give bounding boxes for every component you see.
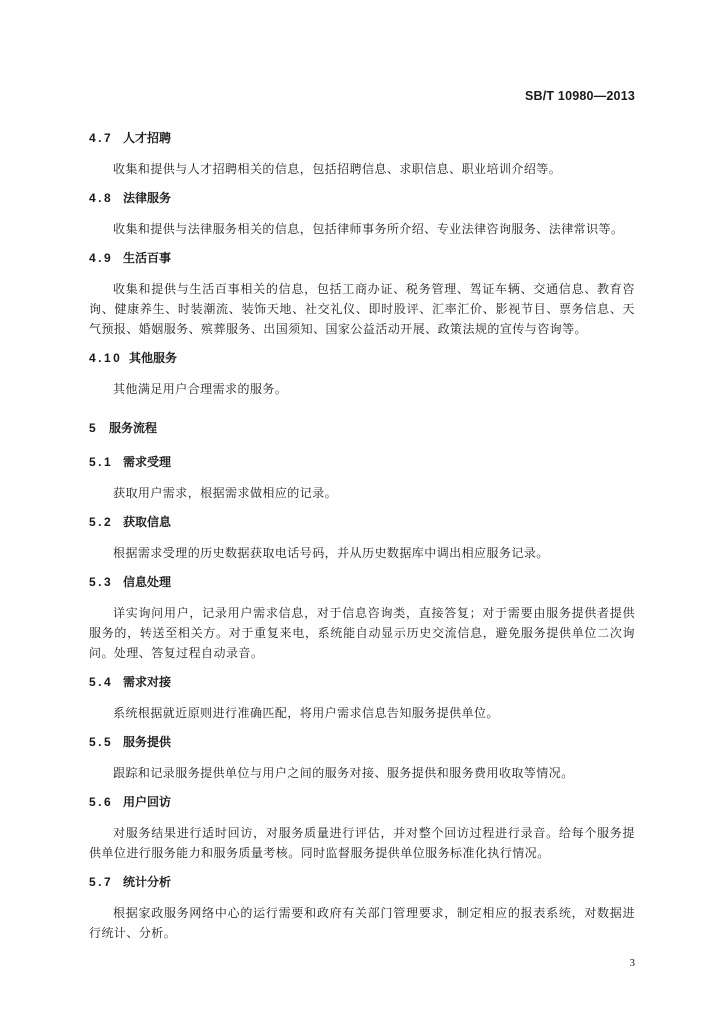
- section-number: 4.10: [89, 351, 123, 365]
- section-number: 4.9: [89, 251, 114, 265]
- section-title: 统计分析: [123, 875, 172, 889]
- paragraph-5-3: 详实询问用户，记录用户需求信息，对于信息咨询类，直接答复；对于需要由服务提供者提供服务的，转送至相关方。对于重复来电，系统能自动显示历史交流信息，避免服务提供单位二次询问。处理、答复过程自动录音。: [89, 606, 635, 660]
- section-title: 服务提供: [123, 735, 172, 749]
- section-title: 服务流程: [109, 421, 158, 435]
- standard-code: SB/T 10980—2013: [524, 89, 635, 103]
- section-number: 5.5: [89, 735, 114, 749]
- heading-5-7: [89, 872, 635, 892]
- heading-5-2: [89, 512, 635, 532]
- section-number: 4.8: [89, 191, 114, 205]
- section-number: 5.7: [89, 875, 114, 889]
- paragraph-4-8: 收集和提供与法律服务相关的信息，包括律师事务所介绍、专业法律咨询服务、法律常识等。: [113, 222, 624, 236]
- heading-4-7: [89, 128, 635, 148]
- heading-4-10: [89, 348, 635, 368]
- paragraph-5-5: 跟踪和记录服务提供单位与用户之间的服务对接、服务提供和服务费用收取等情况。: [113, 766, 574, 780]
- paragraph-4-10: 其他满足用户合理需求的服务。: [113, 382, 288, 396]
- heading-5-4: [89, 672, 635, 692]
- paragraph-5-2: 根据需求受理的历史数据获取电话号码，并从历史数据库中调出相应服务记录。: [113, 546, 549, 560]
- heading-5-5: [89, 732, 635, 752]
- paragraph-4-7: 收集和提供与人才招聘相关的信息，包括招聘信息、求职信息、职业培训介绍等。: [113, 162, 562, 176]
- section-number: 5.2: [89, 515, 114, 529]
- paragraph-5-7: 根据家政服务网络中心的运行需要和政府有关部门管理要求，制定相应的报表系统，对数据进行统计、分析。: [89, 906, 635, 940]
- heading-5: [89, 418, 635, 438]
- heading-5-3: [89, 572, 635, 592]
- paragraph-5-1: 获取用户需求，根据需求做相应的记录。: [113, 486, 338, 500]
- section-number: 5.3: [89, 575, 114, 589]
- section-title: 用户回访: [123, 795, 172, 809]
- heading-4-9: [89, 248, 635, 268]
- page-number: 3: [629, 957, 635, 969]
- section-title: 生活百事: [123, 251, 172, 265]
- section-title: 其他服务: [129, 351, 178, 365]
- section-number: 4.7: [89, 131, 114, 145]
- document-body: [89, 128, 635, 943]
- section-title: 法律服务: [123, 191, 172, 205]
- section-number: 5.1: [89, 455, 114, 469]
- paragraph-4-9: 收集和提供与生活百事相关的信息，包括工商办证、税务管理、驾证车辆、交通信息、教育咨询、健康养生、时装潮流、装饰天地、社交礼仪、即时股评、汇率汇价、影视节目、票务信息、天气预报、婚姻服务、殡葬服务、出国须知、国家公益活动开展、政策法规的宣传与咨询等。: [89, 282, 635, 336]
- section-title: 获取信息: [123, 515, 172, 529]
- paragraph-5-4: 系统根据就近原则进行准确匹配，将用户需求信息告知服务提供单位。: [113, 706, 499, 720]
- section-title: 需求对接: [123, 675, 172, 689]
- heading-5-1: [89, 452, 635, 472]
- section-number: 5: [89, 421, 99, 435]
- section-title: 人才招聘: [123, 131, 172, 145]
- heading-5-6: [89, 792, 635, 812]
- section-number: 5.6: [89, 795, 114, 809]
- section-number: 5.4: [89, 675, 114, 689]
- paragraph-5-6: 对服务结果进行适时回访，对服务质量进行评估，并对整个回访过程进行录音。给每个服务提供单位进行服务能力和服务质量考核。同时监督服务提供单位服务标准化执行情况。: [89, 826, 635, 860]
- section-title: 需求受理: [123, 455, 172, 469]
- heading-4-8: [89, 188, 635, 208]
- section-title: 信息处理: [123, 575, 172, 589]
